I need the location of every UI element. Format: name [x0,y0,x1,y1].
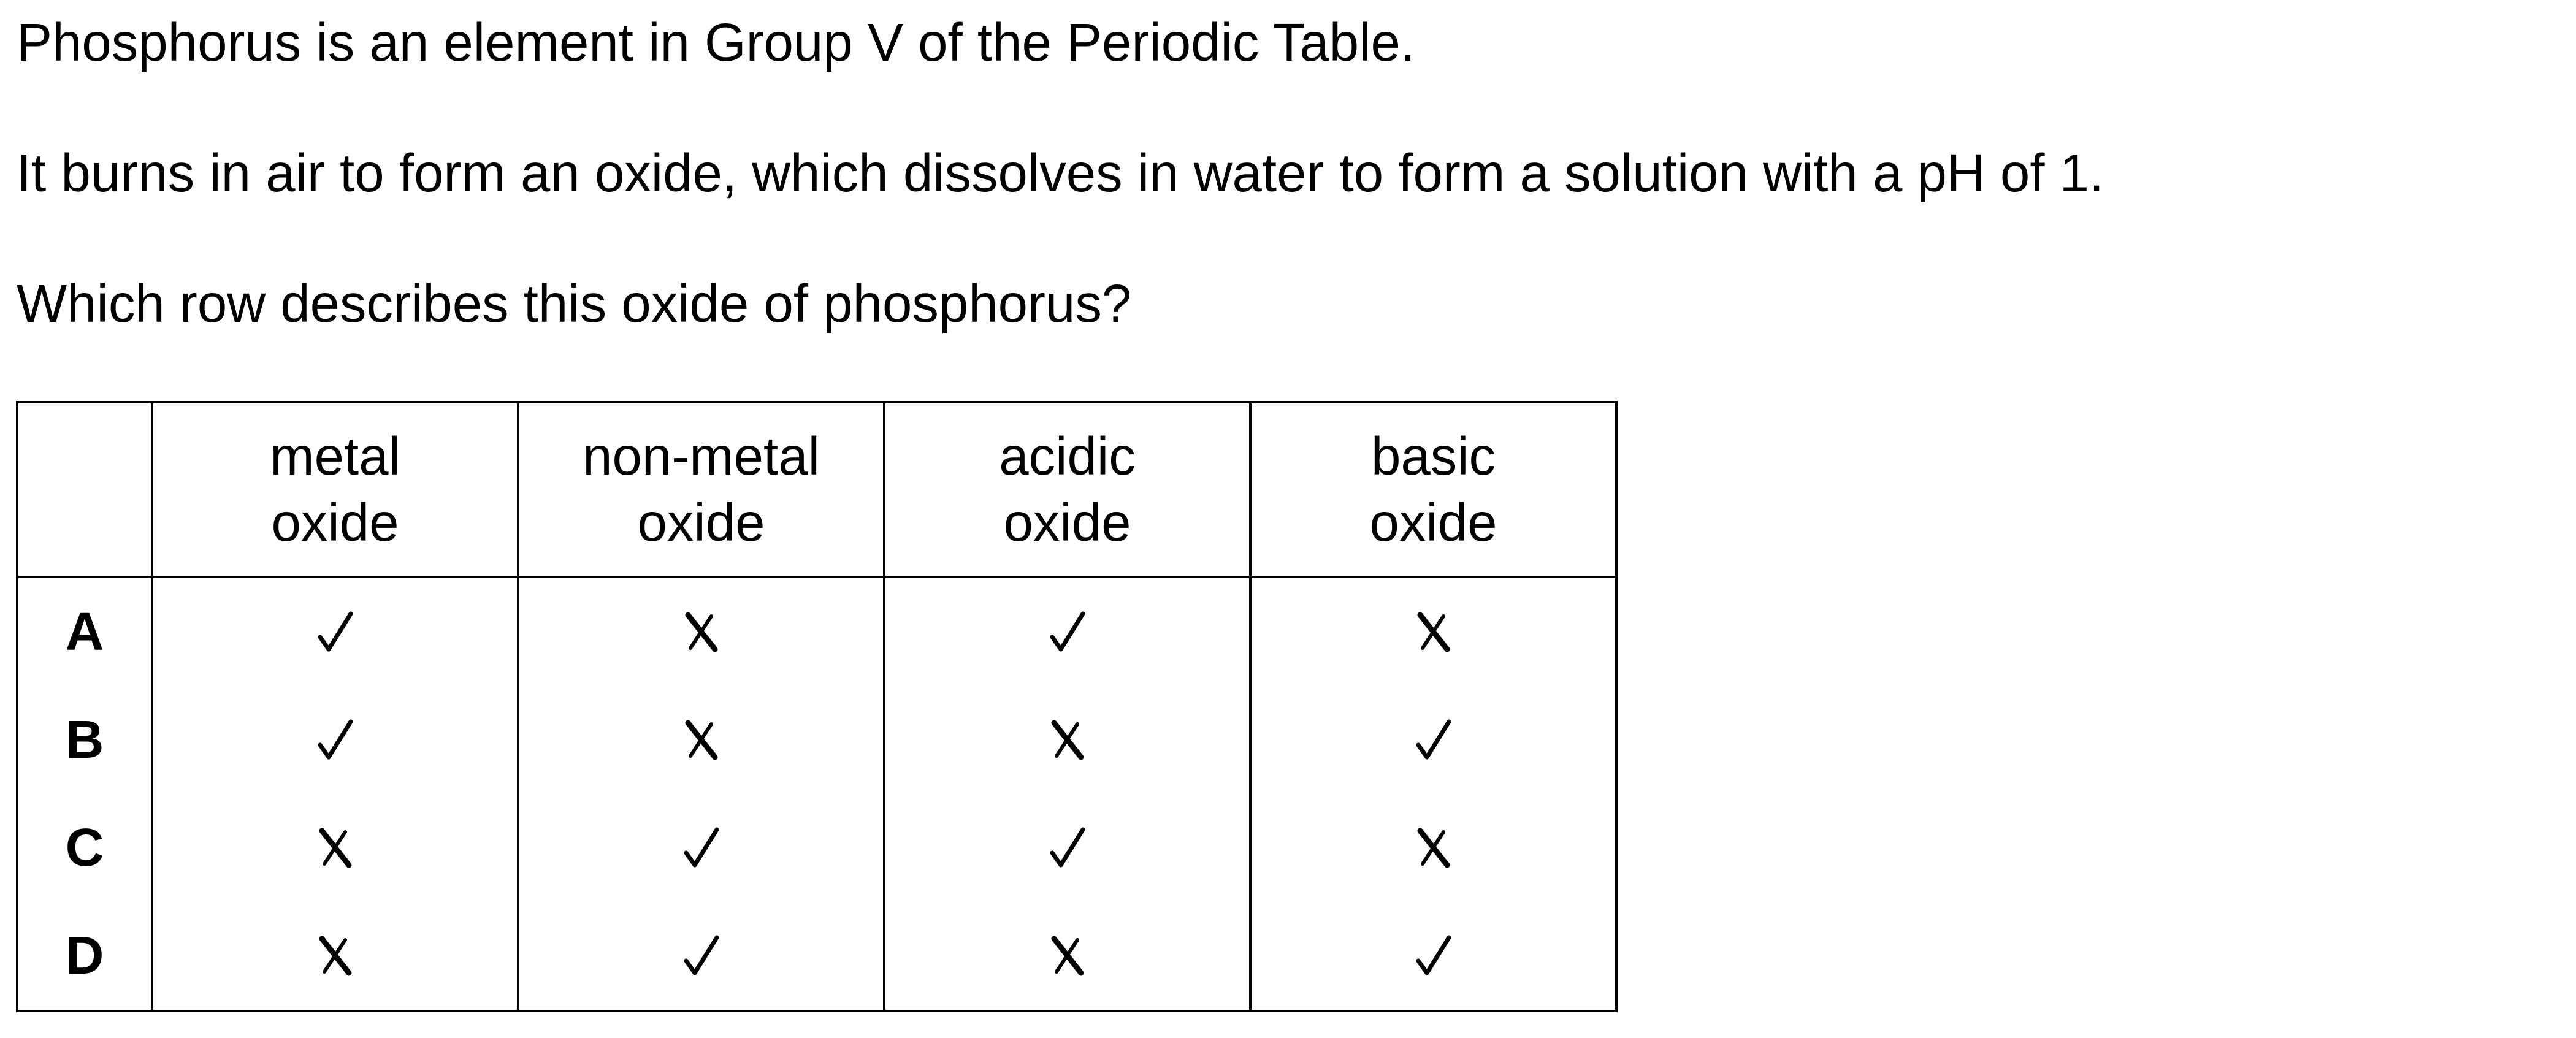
option-key: B [17,686,152,794]
cross-icon [1415,610,1452,654]
cell-basic-oxide [1250,686,1616,794]
tick-icon [683,826,720,870]
question-line-3: Which row describes this oxide of phosphorus? [17,274,1132,334]
header-text-line-2: oxide [1369,492,1497,552]
header-basic-oxide [1250,402,1616,577]
header-text-line-1: basic [1370,426,1496,486]
cell-non-metal-oxide [518,794,884,902]
header-corner-cell [17,402,152,577]
tick-icon [317,610,354,654]
cell-non-metal-oxide [518,902,884,1011]
cross-icon [683,610,720,654]
cell-acidic-oxide [884,794,1250,902]
question-line-2: It burns in air to form an oxide, which dissolves in water to form a solution with a pH of 1. [17,143,2104,203]
header-metal-oxide [152,402,518,577]
option-key: A [17,577,152,686]
question-line-1: Phosphorus is an element in Group V of the Periodic Table. [17,13,1416,72]
option-key: D [17,902,152,1011]
cell-acidic-oxide [884,577,1250,686]
cross-icon [683,718,720,762]
option-row-c [17,794,1616,902]
header-text-line-1: non-metal [583,426,820,486]
header-acidic-oxide [884,402,1250,577]
cell-metal-oxide [152,794,518,902]
option-row-a [17,577,1616,686]
cell-basic-oxide [1250,577,1616,686]
cell-basic-oxide [1250,794,1616,902]
cell-metal-oxide [152,577,518,686]
option-row-b [17,686,1616,794]
header-text-line-1: acidic [999,426,1136,486]
header-text-line-2: oxide [1003,492,1131,552]
header-non-metal-oxide [518,402,884,577]
cross-icon [1049,934,1086,978]
option-row-d [17,902,1616,1011]
tick-icon [317,718,354,762]
cell-metal-oxide [152,902,518,1011]
table-header-row [17,402,1616,577]
cell-acidic-oxide [884,686,1250,794]
tick-icon [1049,826,1086,870]
cross-icon [1049,718,1086,762]
tick-icon [1415,934,1452,978]
cell-acidic-oxide [884,902,1250,1011]
tick-icon [1415,718,1452,762]
header-text-line-2: oxide [637,492,765,552]
header-text-line-1: metal [270,426,400,486]
answer-options-table [16,401,1618,1012]
cell-basic-oxide [1250,902,1616,1011]
header-text-line-2: oxide [271,492,399,552]
tick-icon [683,934,720,978]
cross-icon [317,826,354,870]
cell-metal-oxide [152,686,518,794]
tick-icon [1049,610,1086,654]
cell-non-metal-oxide [518,686,884,794]
cell-non-metal-oxide [518,577,884,686]
option-key: C [17,794,152,902]
cross-icon [317,934,354,978]
cross-icon [1415,826,1452,870]
